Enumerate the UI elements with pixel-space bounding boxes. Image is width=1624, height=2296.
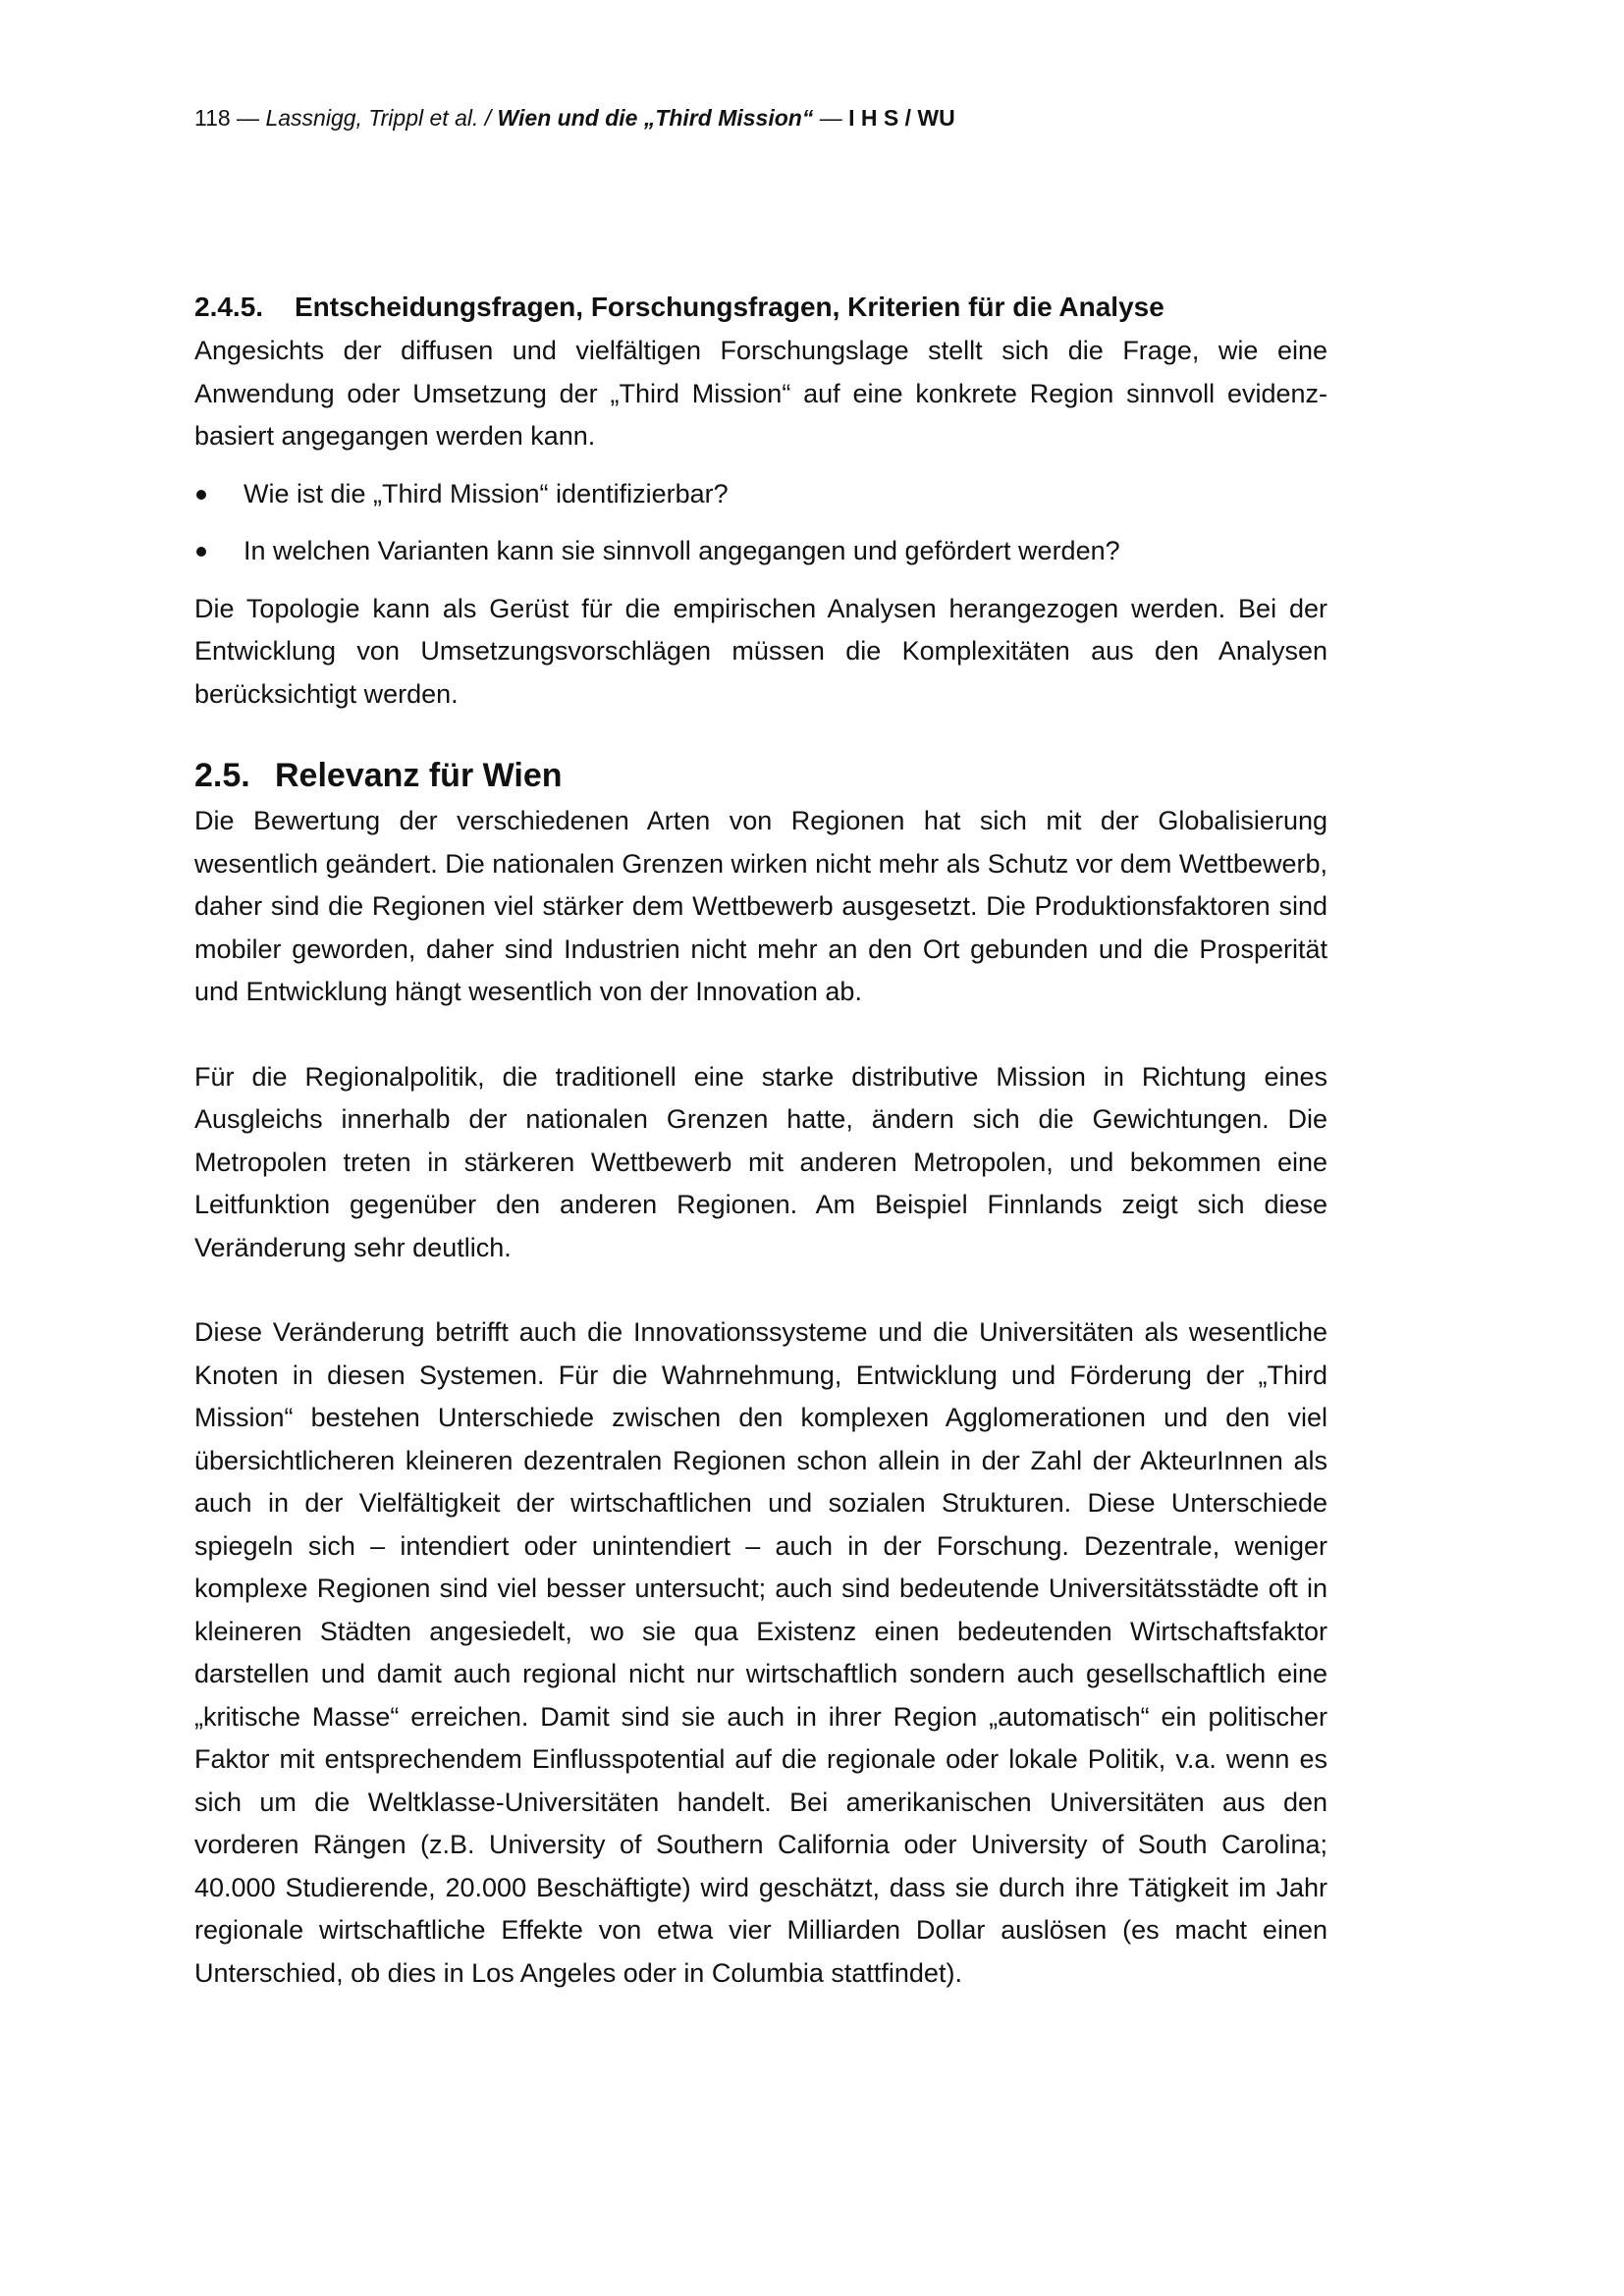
paragraph-closing: Die Topologie kann als Gerüst für die empirischen Analysen herangezogen werden. Bei der Entwicklung von Umsetzungsvorschlägen müssen die Komplexitäten aus den Analysen berücksichtigt werden. bbox=[194, 593, 1327, 709]
bullet-icon bbox=[196, 547, 206, 557]
page-number: 118 bbox=[194, 105, 231, 131]
bullet-icon bbox=[196, 490, 206, 500]
paragraph: Für die Regionalpolitik, die traditionell eine starke distributive Mission in Richtung eines Ausgleichs innerhalb der nationalen Grenzen hatte, ändern sich die Gewichtungen. Die Metropolen treten in stärkeren Wettbewerb mit anderen Metropolen, und bekommen eine Leitfunktion gegenüber den anderen Regionen. Am Beispiel Finnlands zeigt sich diese Veränderung sehr deutlich. bbox=[194, 1061, 1327, 1262]
section-title: Entscheidungsfragen, Forschungsfragen, Kriterien für die Analyse bbox=[295, 292, 1164, 322]
running-head bbox=[194, 102, 955, 133]
header-dash: — bbox=[230, 105, 266, 131]
paragraph: Diese Veränderung betrifft auch die Innovationssysteme und die Universitäten als wesentliche Knoten in diesen Systemen. Für die Wahrnehmung, Entwicklung und Förderung der „Third Mission“ bestehen Unterschiede zwischen den komplexen Agglomerationen und den viel übersichtlicheren kleineren dezentralen Regionen schon allein in der Zahl der AkteurInnen als auch in der Vielfältigkeit der wirtschaftlichen und sozialen Strukturen. Diese Unterschiede spiegeln sich – intendiert oder unintendiert – auch in der Forschung. Dezentrale, weniger komplexe Regionen sind viel besser untersucht; auch sind bedeutende Universitätsstädte oft in kleineren Städten angesiedelt, wo sie qua Existenz einen bedeutenden Wirtschaftsfaktor darstellen und damit auch regional nicht nur wirtschaftlich sondern auch gesellschaftlich eine „kritische Masse“ erreichen. Damit sind sie auch in ihrer Region „automatisch“ ein politischer Faktor mit entsprechendem Einflusspotential auf die regionale oder lokale Politik, v.a. wenn es sich um die Weltklasse-Universitäten handelt. Bei amerikanischen Universitäten aus den vorderen Rängen (z.B. University of Southern California oder University of South Carolina; 40.000 Studierende, 20.000 Beschäftigte) wird geschätzt, dass sie durch ihre Tätigkeit im Jahr regionale wirtschaftliche Effekte von etwa vier Milliarden Dollar auslösen (es macht einen Unterschied, ob dies in Los Angeles oder in Columbia stattfindet). bbox=[194, 1317, 1327, 1988]
list-item-text: Wie ist die „Third Mission“ identifizierbar? bbox=[244, 478, 729, 508]
section-heading-2-5 bbox=[194, 753, 1327, 798]
list-item bbox=[194, 473, 1327, 516]
section-number: 2.4.5. bbox=[194, 292, 264, 322]
list-item-text: In welchen Varianten kann sie sinnvoll angegangen und gefördert werden? bbox=[244, 536, 1120, 565]
section-title: Relevanz für Wien bbox=[275, 757, 563, 794]
bullet-list bbox=[194, 473, 1327, 573]
paragraph-intro: Angesichts der diffusen und vielfältigen Forschungslage stellt sich die Frage, wie eine Anwendung oder Umsetzung der „Third Mission“ auf eine konkrete Region sinnvoll evidenz-basiert angegangen werden kann. bbox=[194, 336, 1327, 451]
section-heading-2-4-5 bbox=[194, 289, 1327, 326]
section-number: 2.5. bbox=[194, 757, 250, 794]
paragraph: Die Bewertung der verschiedenen Arten von Regionen hat sich mit der Globalisierung wesentlich geändert. Die nationalen Grenzen wirken nicht mehr als Schutz vor dem Wettbewerb, daher sind die Regionen viel stärker dem Wettbewerb ausgesetzt. Die Produktionsfaktoren sind mobiler geworden, daher sind Industrien nicht mehr an den Ort gebunden und die Prosperität und Entwicklung hängt wesentlich von der Innovation ab. bbox=[194, 806, 1327, 1006]
header-dash: — bbox=[813, 105, 849, 131]
page-body bbox=[194, 289, 1327, 1995]
header-institution: I H S / WU bbox=[848, 105, 955, 131]
header-title: Wien und die „Third Mission“ bbox=[497, 105, 814, 131]
list-item bbox=[194, 530, 1327, 573]
header-authors: Lassnigg, Trippl et al. / bbox=[265, 105, 498, 131]
